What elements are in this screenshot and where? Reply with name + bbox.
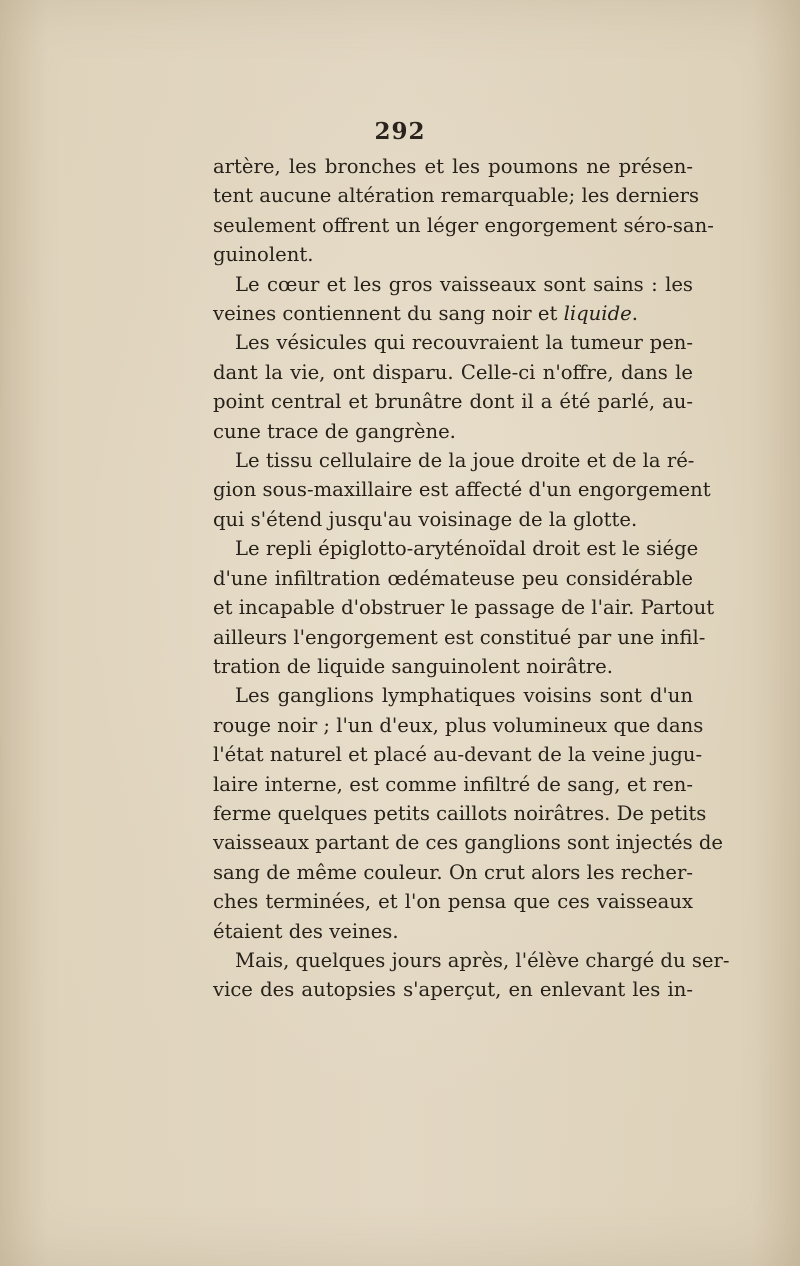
text-line: point central et brunâtre dont il a été parlé, au- (213, 390, 693, 414)
text-line: tration de liquide sanguinolent noirâtre. (213, 654, 613, 678)
text-line: tent aucune altération remarquable; les derniers (213, 184, 699, 208)
text-line: étaient des veines. (213, 919, 399, 943)
paragraph (213, 681, 724, 946)
text-line: Le cœur et les gros vaisseaux sont sains : les (235, 272, 693, 296)
text-line: d'une infiltration œdémateuse peu considérable (213, 566, 693, 590)
text-line: vice des autopsies s'aperçut, en enlevant les in- (213, 978, 693, 1002)
text-line: et incapable d'obstruer le passage de l'air. Partout (213, 596, 715, 620)
text-line: ches terminées, et l'on pensa que ces vaisseaux (213, 890, 693, 914)
text-line: Les vésicules qui recouvraient la tumeur pen- (235, 331, 693, 355)
text-fragment: . (631, 302, 638, 326)
text-line: vaisseaux partant de ces ganglions sont injectés de (213, 831, 724, 855)
text-line: ferme quelques petits caillots noirâtres. De petits (213, 801, 707, 825)
paragraph (213, 270, 693, 329)
text-line: laire interne, est comme infiltré de sang, et ren- (213, 772, 693, 796)
paragraph (213, 946, 730, 1005)
page-text (213, 152, 730, 1005)
text-line (213, 299, 693, 328)
text-line: cune trace de gangrène. (213, 419, 456, 443)
text-line: Les ganglions lymphatiques voisins sont d'un (235, 684, 693, 708)
text-line: sang de même couleur. On crut alors les recher- (213, 860, 693, 884)
paragraph (213, 534, 715, 681)
text-line: Mais, quelques jours après, l'élève chargé du ser- (235, 948, 730, 972)
text-line: rouge noir ; l'un d'eux, plus volumineux que dans (213, 713, 704, 737)
text-line: qui s'étend jusqu'au voisinage de la glotte. (213, 507, 638, 531)
text-line: dant la vie, ont disparu. Celle-ci n'offre, dans le (213, 360, 693, 384)
text-line: guinolent. (213, 243, 314, 267)
text-line: artère, les bronches et les poumons ne présen- (213, 155, 693, 178)
text-line: Le tissu cellulaire de la joue droite et de la ré- (235, 449, 695, 473)
page-number: 292 (374, 118, 426, 145)
paragraph (213, 152, 714, 270)
text-line: Le repli épiglotto-aryténoïdal droit est le siége (235, 537, 699, 561)
text-line: l'état naturel et placé au-devant de la veine jugu- (213, 743, 703, 767)
paragraph (213, 446, 711, 534)
text-fragment: veines contiennent du sang noir et (213, 302, 564, 326)
text-line: gion sous-maxillaire est affecté d'un engorgement (213, 478, 711, 502)
paragraph (213, 328, 693, 446)
italic-word: liquide (563, 302, 632, 326)
text-line: ailleurs l'engorgement est constitué par une infil- (213, 625, 706, 649)
text-line: seulement offrent un léger engorgement séro-san- (213, 213, 714, 237)
